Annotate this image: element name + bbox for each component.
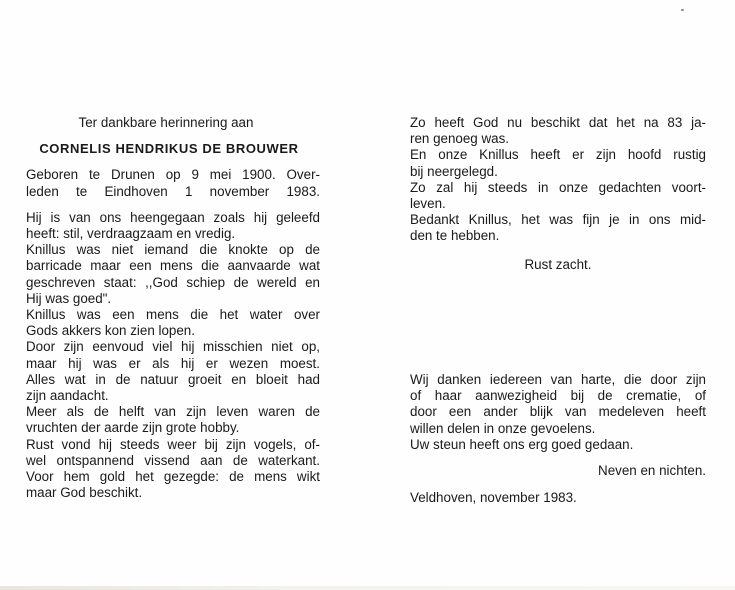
text-line: willen delen in onze gevoelens. (410, 420, 596, 436)
text-line: Knillus was een mens die het water over (26, 307, 320, 323)
intro-line: Ter dankbare herinnering aan (78, 115, 254, 130)
text-line: ren genoeg was. (410, 131, 510, 147)
text-line: zijn aandacht. (26, 388, 109, 404)
card-bottom-edge (0, 586, 735, 590)
text-line: maar hij was er als hij er wezen moest. (26, 355, 320, 371)
text-line: geschreven staat: ,,God schiep de wereld en (26, 274, 320, 290)
text-line: wel ontspannend vissend aan de waterkant. (26, 452, 320, 468)
text-line: of haar aanwezigheid bij de crematie, of (410, 388, 706, 404)
text-line: door een ander blijk van medeleven heeft (410, 404, 706, 420)
text-line: heeft: stil, verdraagzaam en vredig. (26, 226, 236, 242)
text-line: vruchten der aarde zijn grote hobby. (26, 420, 240, 436)
text-line: Hij was goed". (26, 290, 112, 306)
thanks-block (410, 372, 706, 506)
place-date: Veldhoven, november 1983. (410, 490, 577, 506)
text-line: bij neergelegd. (410, 163, 498, 179)
text-line: Zo heeft God nu beschikt dat het na 83 ja- (410, 115, 706, 130)
text-line: maar God beschikt. (26, 485, 143, 501)
text-line: En onze Knillus heeft er zijn hoofd rustig (410, 147, 706, 163)
deceased-name: CORNELIS HENDRIKUS DE BROUWER (39, 141, 299, 157)
signature: Neven en nichten. (598, 463, 706, 479)
text-line: Rust vond hij steeds weer bij zijn vogels, of- (26, 436, 320, 452)
birth-death-paragraph (26, 167, 320, 199)
right-column (410, 115, 706, 273)
farewell-paragraph (410, 115, 706, 245)
text-line: Bedankt Knillus, het was fijn je in ons mid- (410, 212, 706, 228)
text-line: Uw steun heeft ons erg goed gedaan. (410, 436, 634, 452)
thanks-paragraph (410, 372, 706, 453)
text-line: barricade maar een mens die aanvaarde wat (26, 258, 320, 274)
text-line: Geboren te Drunen op 9 mei 1900. Over- (26, 167, 320, 183)
left-column (26, 115, 320, 501)
rest-in-peace: Rust zacht. (524, 256, 592, 272)
text-line: Meer als de helft van zijn leven waren de (26, 404, 320, 420)
text-line: Alles wat in de natuur groeit en bloeit had (26, 371, 320, 387)
text-line: Zo zal hij steeds in onze gedachten voort- (410, 179, 706, 195)
text-line: Gods akkers kon zien lopen. (26, 323, 195, 339)
text-line: Wij danken iedereen van harte, die door zijn (410, 372, 706, 387)
text-line: Hij is van ons heengegaan zoals hij geleefd (26, 209, 320, 225)
text-line: den te hebben. (410, 228, 500, 244)
text-line: leden te Eindhoven 1 november 1983. (26, 183, 320, 199)
life-paragraph (26, 210, 320, 502)
text-line: Knillus was niet iemand die knokte op de (26, 242, 320, 258)
text-line: Voor hem gold het gezegde: de mens wikt (26, 469, 320, 485)
text-line: Door zijn eenvoud viel hij misschien niet op, (26, 339, 320, 355)
print-speck (681, 9, 684, 11)
text-line: leven. (410, 196, 446, 212)
